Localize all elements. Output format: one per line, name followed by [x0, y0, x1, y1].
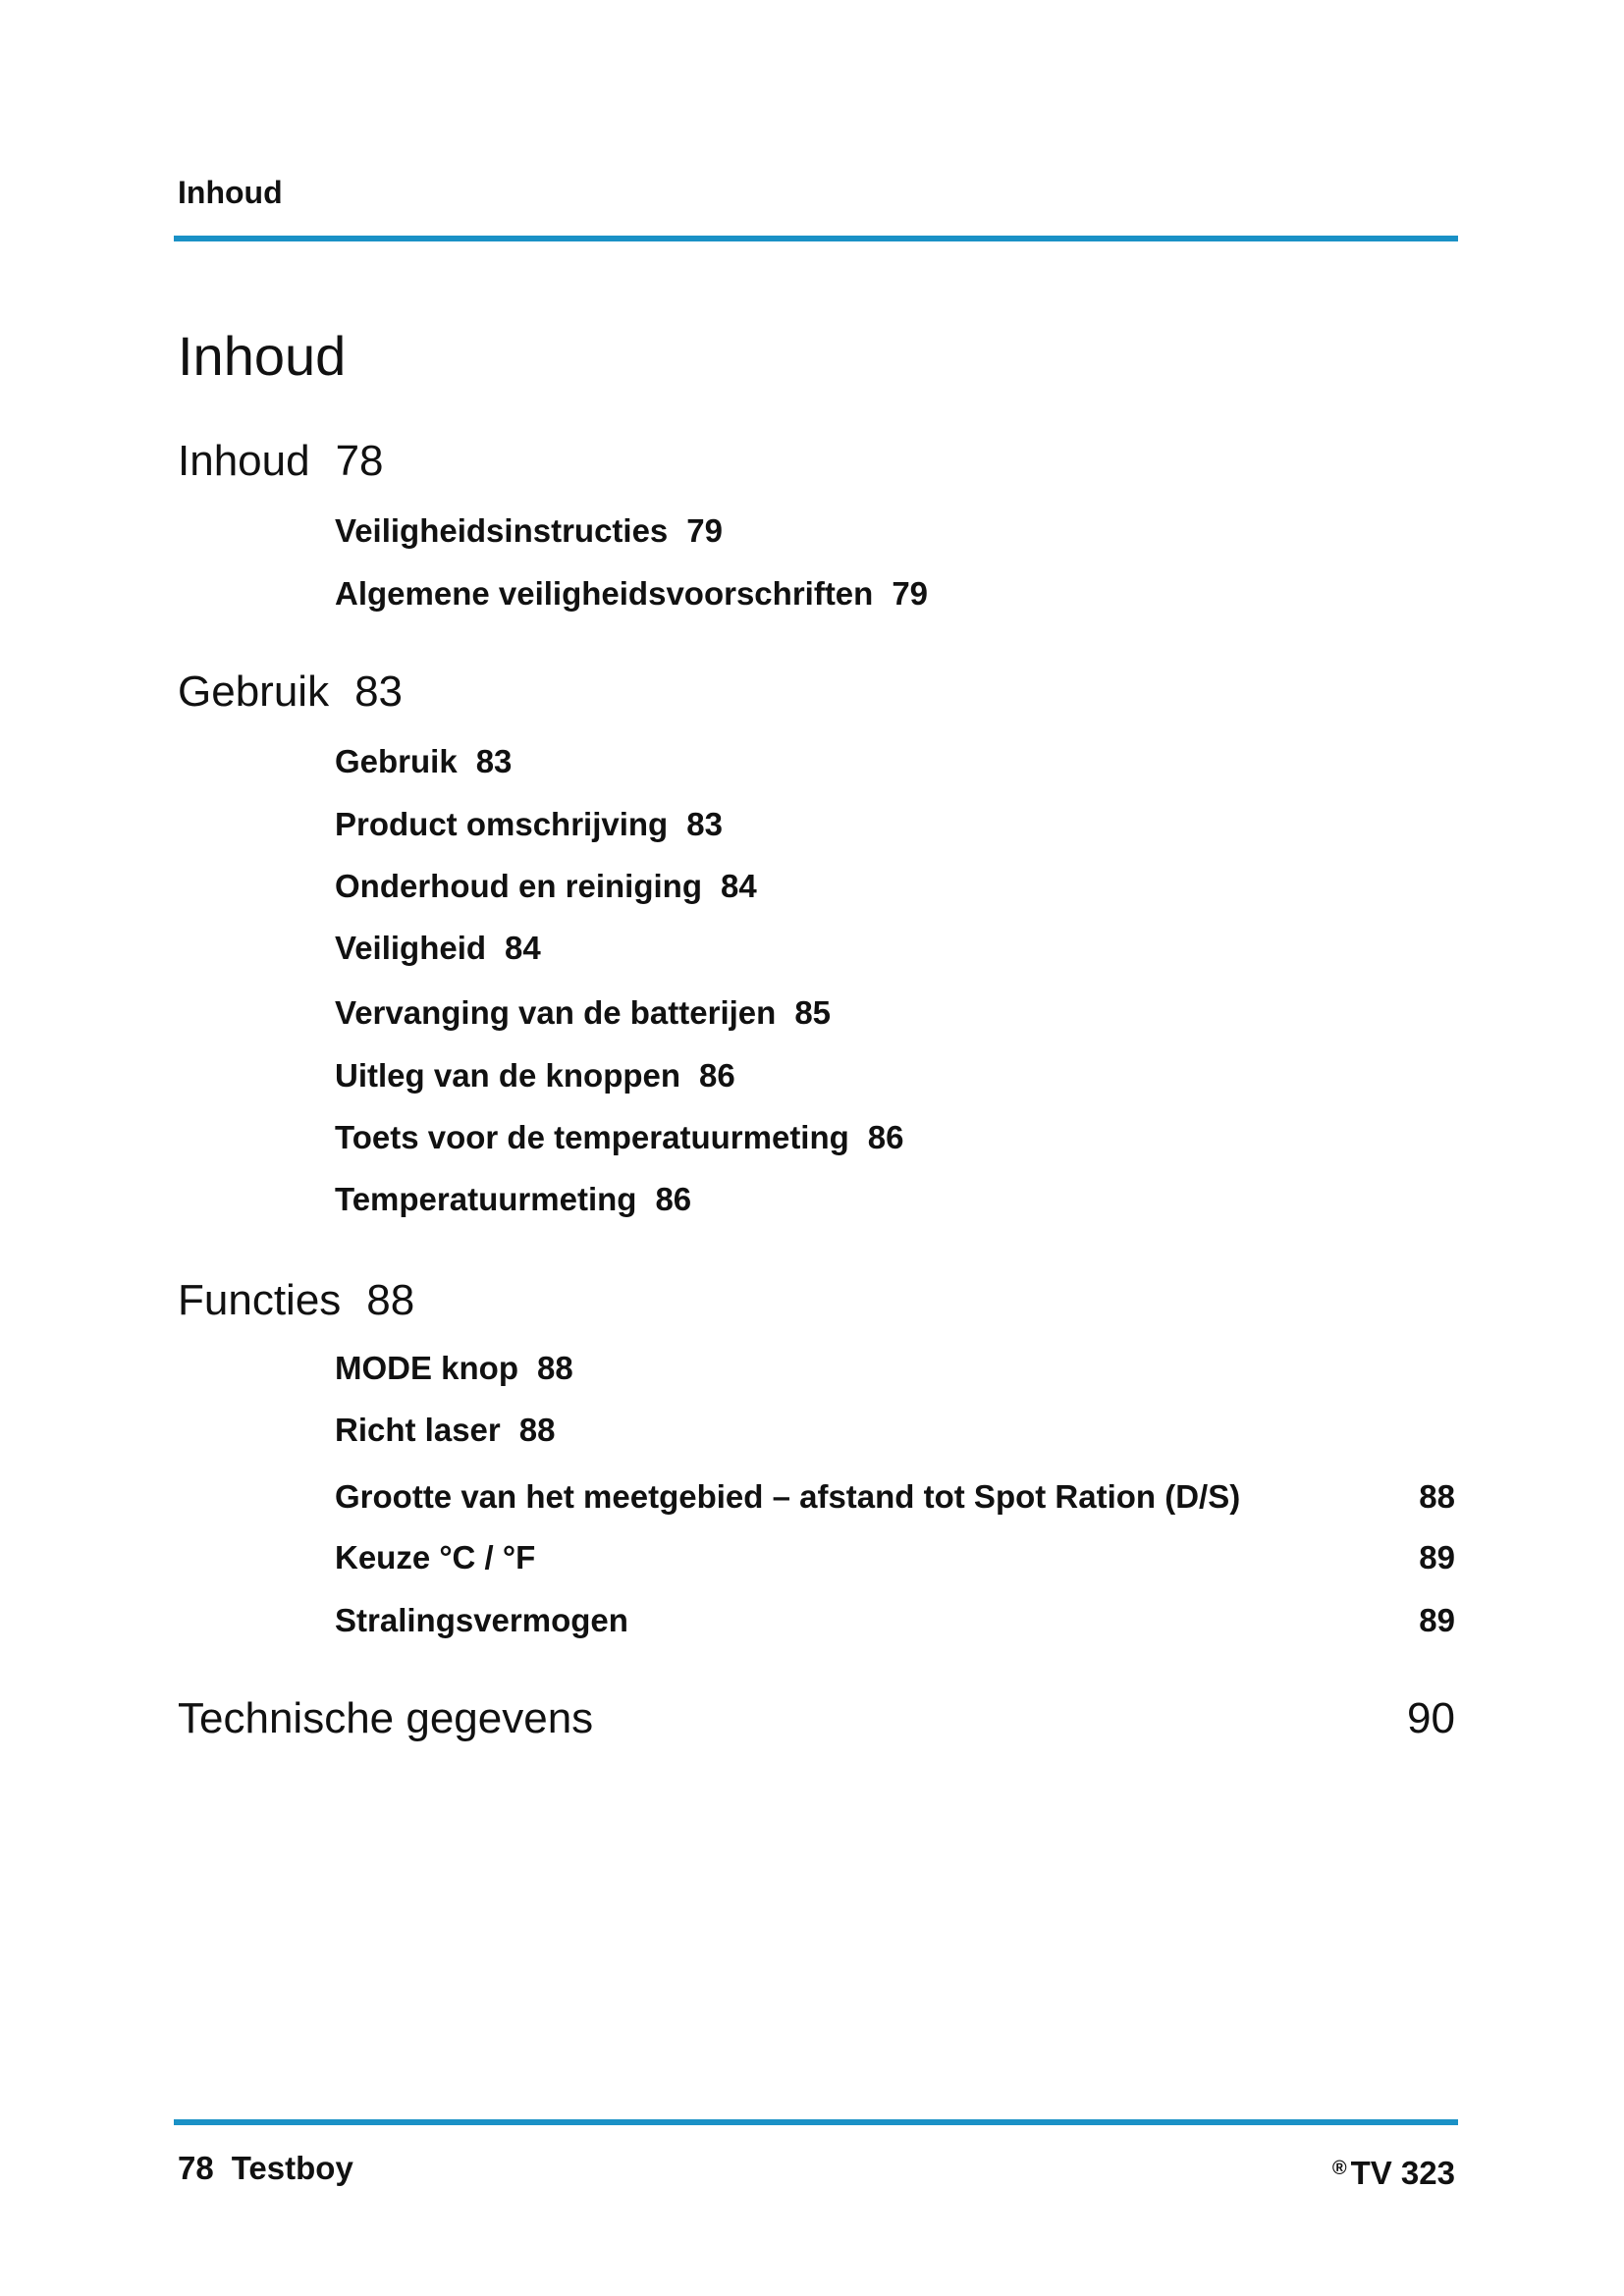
toc-section-page: 78: [335, 437, 384, 485]
toc-section-title: Gebruik: [178, 667, 330, 716]
toc-section-page: 83: [354, 667, 404, 716]
toc-section-page: 88: [366, 1276, 415, 1324]
toc-item-title: Temperatuurmeting: [335, 1181, 637, 1217]
footer-model-name: TV 323: [1350, 2155, 1455, 2191]
toc-item-page: 79: [686, 512, 723, 549]
toc-section-gebruik[interactable]: [178, 667, 403, 718]
toc-section-functies[interactable]: [178, 1275, 414, 1326]
toc-item-title: Onderhoud en reiniging: [335, 868, 702, 904]
toc-section-title: Inhoud: [178, 437, 310, 485]
toc-item-title: Vervanging van de batterijen: [335, 994, 777, 1031]
toc-item-title[interactable]: Grootte van het meetgebied – afstand tot Spot Ration (D/S): [335, 1478, 1241, 1515]
toc-item-page: 86: [867, 1119, 904, 1155]
page-title: Inhoud: [178, 325, 347, 387]
footer-rule: [174, 2119, 1458, 2125]
toc-section-inhoud[interactable]: [178, 436, 384, 487]
toc-item-title: Richt laser: [335, 1412, 501, 1448]
toc-item[interactable]: [335, 1180, 691, 1219]
toc-item-page: 88: [518, 1412, 556, 1448]
toc-item-title: Uitleg van de knoppen: [335, 1057, 681, 1094]
toc-item-page: 86: [655, 1181, 692, 1217]
toc-section-page: 90: [1407, 1694, 1455, 1742]
running-header: Inhoud: [178, 175, 283, 210]
toc-item[interactable]: [335, 867, 757, 906]
toc-item-title: Veiligheidsinstructies: [335, 512, 669, 549]
toc-section-technische-gegevens[interactable]: Technische gegevens: [178, 1694, 594, 1742]
toc-item-title: Product omschrijving: [335, 806, 669, 842]
footer-left: [178, 2149, 353, 2188]
registered-mark: ®: [1331, 2158, 1347, 2179]
footer-brand: Testboy: [231, 2150, 353, 2186]
toc-item-page: 84: [505, 930, 541, 966]
toc-item[interactable]: [335, 993, 831, 1033]
toc-item-page: 86: [699, 1057, 735, 1094]
toc-item[interactable]: [335, 1056, 735, 1095]
toc-item-page: 88: [537, 1350, 573, 1386]
toc-item[interactable]: [335, 1118, 904, 1157]
toc-item-page: 83: [686, 806, 723, 842]
toc-item-page: 79: [892, 575, 929, 612]
toc-item-page: 85: [794, 994, 832, 1031]
toc-item-title: Toets voor de temperatuurmeting: [335, 1119, 849, 1155]
toc-item-title: Algemene veiligheidsvoorschriften: [335, 575, 874, 612]
toc-section-title: Functies: [178, 1276, 342, 1324]
toc-item[interactable]: [335, 929, 541, 968]
toc-item-page: 88: [1419, 1478, 1455, 1515]
toc-item-title[interactable]: Stralingsvermogen: [335, 1602, 628, 1638]
toc-item[interactable]: [335, 511, 723, 551]
toc-item-page: 83: [475, 743, 513, 779]
footer-model: [1332, 2149, 1455, 2193]
toc-item[interactable]: [335, 574, 928, 614]
toc-item[interactable]: [335, 1349, 573, 1388]
toc-item-title[interactable]: Keuze °C / °F: [335, 1539, 536, 1575]
header-rule: [174, 236, 1458, 241]
toc-item[interactable]: [335, 742, 512, 781]
toc-item-page: 89: [1419, 1539, 1455, 1575]
toc-item-page: 84: [721, 868, 757, 904]
footer-page-number: 78: [178, 2150, 214, 2186]
toc-item-title: MODE knop: [335, 1350, 518, 1386]
toc-item-title: Veiligheid: [335, 930, 487, 966]
toc-item-page: 89: [1419, 1602, 1455, 1638]
toc-item[interactable]: [335, 1411, 555, 1450]
toc-item-title: Gebruik: [335, 743, 458, 779]
toc-item[interactable]: [335, 805, 723, 844]
